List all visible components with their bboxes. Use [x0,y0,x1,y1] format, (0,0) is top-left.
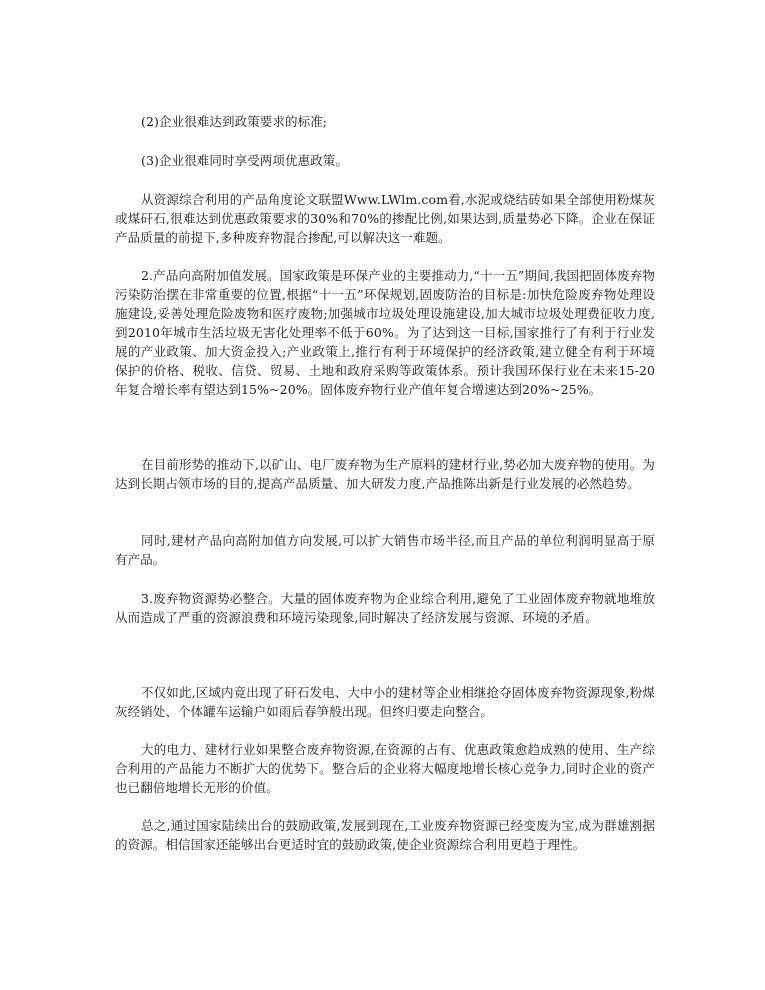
paragraph-regional-competition: 不仅如此,区域内竟出现了矸石发电、大中小的建材等企业相继抢夺固体废弃物资源现象,粉煤灰经销处、个体罐车运输户如雨后春笋般出现。但终归要走向整合。 [115,685,655,719]
paragraph-market-radius: 同时,建材产品向高附加值方向发展,可以扩大销售市场半径,而且产品的单位利润明显高于原有产品。 [115,533,655,567]
paragraph-high-value-development: 2.产品向高附加值发展。国家政策是环保产业的主要推动力,“十一五”期间,我国把固体废弃物污染防治摆在非常重要的位置,根据“十一五”环保规划,固废防治的目标是:加快危险废弃物处理设施建设,妥善处理危险废物和医疗废物;加强城市垃圾处理设施建设,加大城市垃圾处理费征收力度,到2010年城市生活垃圾无害化处理率不低于60%。为了达到这一目标,国家推行了有利于行业发展的产业政策、加大资金投入;产业政策上,推行有利于环境保护的经济政策,建立健全有利于环境保护的价格、税收、信贷、贸易、土地和政府采购等政策体系。预计我国环保行业在未来15-20年复合增长率有望达到15%~20%。固体废弃物行业产值年复合增速达到20%~25%。 [115,268,655,397]
paragraph-current-trend: 在目前形势的推动下,以矿山、电厂废弃物为生产原料的建材行业,势必加大废弃物的使用。为达到长期占领市场的目的,提高产品质量、加大研发力度,产品推陈出新是行业发展的必然趋势。 [115,457,655,491]
paragraph-resource-perspective: 从资源综合利用的产品角度论文联盟Www.LWlm.com看,水泥或烧结砖如果全部使用粉煤灰或煤矸石,很难达到优惠政策要求的30%和70%的掺配比例,如果达到,质量势必下降。企业在保证产品质量的前提下,多种废弃物混合掺配,可以解决这一难题。 [115,192,655,245]
paragraph-item-2: (2)企业很难达到政策要求的标准; [141,114,328,129]
paragraph-industry-integration: 大的电力、建材行业如果整合废弃物资源,在资源的占有、优惠政策愈趋成熟的使用、生产综合利用的产品能力不断扩大的优势下。整合后的企业将大幅度地增长核心竞争力,同时企业的资产也已翻倍地增长无形的价值。 [115,742,655,795]
paragraph-item-3: (3)企业很难同时享受两项优惠政策。 [141,153,349,168]
paragraph-conclusion: 总之,通过国家陆续出台的鼓励政策,发展到现在,工业废弃物资源已经变废为宝,成为群雄割据的资源。相信国家还能够出台更适时宜的鼓励政策,使企业资源综合利用更趋于理性。 [115,818,655,852]
paragraph-resource-integration: 3.废弃物资源势必整合。大量的固体废弃物为企业综合利用,避免了工业固体废弃物就地堆放从而造成了严重的资源浪费和环境污染现象,同时解决了经济发展与资源、环境的矛盾。 [115,591,655,625]
